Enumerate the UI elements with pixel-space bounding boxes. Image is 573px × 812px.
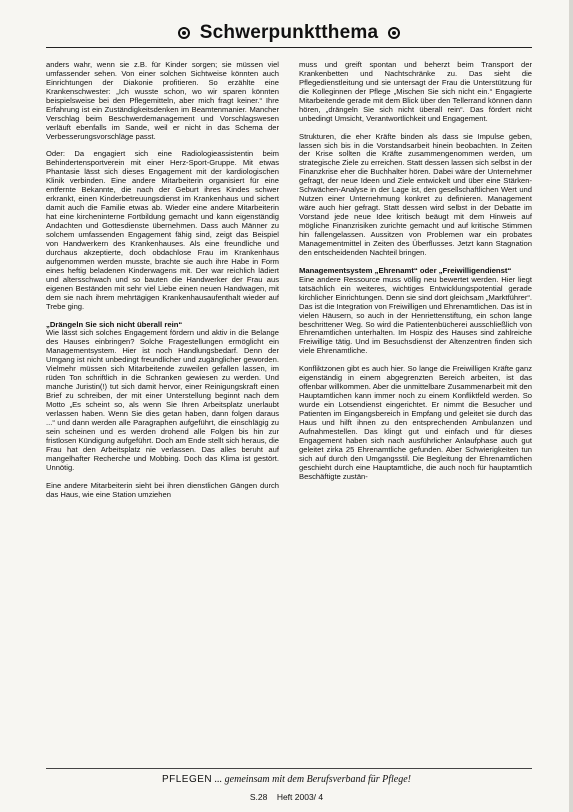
paragraph: muss und greift spontan und beherzt beim Transport der Krankenbetten und Nachtschränke zu. Das sieht die Pflegedienstleitung und sie untersagt der Frau die Unterstützung für die Kolleginnen der Pflege „Mischen Sie sich nicht ein.“ Engagierte Mitarbeitende gerade mit dem Blick über den Tellerrand können dann hören, „drängeln Sie sich nicht überall rein“. Das fördert nicht unbedingt Umsicht, Verantwortlichkeit und Engagement. (299, 61, 532, 123)
paragraph: Eine andere Ressource muss völlig neu bewertet werden. Hier liegt tatsächlich ein weiteres, wichtiges Entwicklungspotential gerade kirchlicher Einrichtungen. Denn sie sind dort gleichsam „Marktführer“. Das ist die Integration von Freiwilligen und Ehrenamtlichen. Das ist in vielen Häusern, so auch in der Henriettenstiftung, ein schon lange beschrittener Weg. So wird die Patientenbücherei ausschließlich von Ehrenamtlichen unterhalten. Im Hospiz des Hauses sind zahlreiche Freiwillige tätig. Und im Besuchsdienst der Altenzentren finden sich viele Ehrenamtliche. (299, 274, 532, 356)
header-divider (46, 47, 532, 48)
footer-slogan (0, 774, 573, 785)
bullseye-icon (178, 27, 190, 39)
paragraph: Strukturen, die eher Kräfte binden als dass sie Impulse geben, lassen sich bis in die Vorstandsarbeit hinein beobachten. In Zeiten der Krise sollten die Kräfte zusammengenommen werden, um strategische Ziele zu erreichen. Statt dessen lassen sich selbst in der Finanzkrise eher die Buchhalter hören. Dabei wäre der Unternehmer gefragt, der neue Ideen und Ziele entwickelt und über eine Stärken-Schwächen-Analyse in der Lage ist, den gesellschaftlichen Wert und Nutzen einer Unternehmung konkret zu definieren. Management wäre auch hier gefragt. Statt dessen wird selbst in der Debatte im Vorstand jede neue Idee kritisch beäugt mit dem Hinweis auf mögliche Finanzrisiken zurichte gemacht und auf kritische Stimmen hin fallengelassen. Aussitzen von Problemen war ein probates Managementmittel in Zeiten des Überflusses. Jetzt kann Stagnation den entscheidenden Nachteil bringen. (299, 131, 532, 257)
subheading: Managementsystem „Ehrenamt“ oder „Freiwilligendienst“ (299, 265, 512, 275)
paragraph: Eine andere Mitarbeiterin sieht bei ihren dienstlichen Gängen durch das Haus, wie eine Station umziehen (46, 480, 279, 499)
section-header (46, 20, 532, 46)
left-column (46, 61, 279, 761)
footer-divider (46, 768, 532, 769)
paragraph: Konfliktzonen gibt es auch hier. So lange die Freiwilligen Kräfte ganz eigenständig in einem abgegrenzten Bereich arbeiten, ist das offenbar willkommen. Aber die unmittelbare Zusammenarbeit mit den Hauptamtlichen kann immer noch zu einem Konfliktfeld werden. So wurde ein Lotsendienst eingerichtet. Er nimmt die Besucher und Patienten im Eingangsbereich in Empfang und geleitet sie durch das Haus und hilft ihnen zu den entsprechenden Ambulanzen und Aufnahmestellen. Das klingt gut und einfach und für dieses Engagement haben sich nach ausführlicher Anlaufphase auch gut geleitet zirka 25 Ehrenamtliche gefunden. Aber Schwierigkeiten tun sich auf durch den Umgangsstil. Die Begleitung der Ehrenamtlichen geschieht durch eine Hauptamtliche, die auch noch für hauptamtlich Beschäftigte zustän- (299, 364, 532, 481)
bullseye-icon (388, 27, 400, 39)
issue-number: Heft 2003/ 4 (276, 792, 324, 802)
paragraph: anders wahr, wenn sie z.B. für Kinder sorgen; sie müssen viel umfassender sehen. Von einer solchen Sichtweise könnten auch Einrichtungen der Diakonie profitieren. So erzählte eine Krankenschwester: „Ich wusste schon, wo wir sparen könnten beispielsweise bei den Pflegemitteln, aber mich fragt keiner.“ Ihre Erfahrung ist ein Zuständigkeitsdenken im Beamtenmanier. Mancher Verschlag beim Beschwerdemanagement und Vorschlagswesen verläuft ebenfalls im Sande, weil er nicht in das Schema der Verbesserungsvorschläge passt. (46, 61, 279, 141)
paragraph: Oder: Da engagiert sich eine Radiologieassistentin beim Behindertensportverein mit einer Herz-Sport-Gruppe. Mit etwas Phantasie lässt sich dieses Engagement mit der kardiologischen Klinik verbinden. Eine andere Mitarbeiterin organisiert für eine entfernte Bekannte, die nach der Geburt ihres Kindes schwer erkrankt, einen Kinderbetreuungsdienst im Krankenhaus und sichert damit auch die Familie etwas ab. Wieder eine andere Mitarbeiterin hat eine kircheninterne Fortbildung gemacht und kann eigenständig Andachten und Gottesdienste übernehmen. Dass auch Männer zu solchem umfassenden Engagement fähig sind, zeigt das Beispiel von Handwerkern des Krankenhauses. Als eine freundliche und durchaus akzeptierte, doch obdachlose Frau im Krankenhaus aufgenommen werden musste, brachte sie auch ihre Habe in Form eines heftig beladenen Kinderwagens mit. Der war reichlich lädiert und altersschwach und so bauten die Handwerker der Frau aus eigenen Beständen mit sehr viel Liebe einen neuen Handwagen, mit dem sie nach ihrem mehrtägigen Krankenhausaufenthalt wieder auf Trebe ging. (46, 149, 279, 311)
section-title: Schwerpunktthema (199, 22, 379, 43)
footer-slogan-text: ... gemeinsam mit dem Berufsverband für Pflege! (214, 774, 412, 785)
footer-brand: PFLEGEN (161, 774, 213, 785)
page-number: S.28 (249, 792, 268, 802)
right-column (299, 61, 532, 761)
subheading: „Drängeln Sie sich nicht überall rein“ (46, 319, 183, 329)
page-info (0, 792, 573, 802)
paragraph: Wie lässt sich solches Engagement fördern und aktiv in die Belange des Hauses einbringen? Solche Fragestellungen ermöglicht ein Managementsystem. Hier ist noch Handlungsbedarf. Denn der Umgang ist nicht unbedingt freundlicher und zugänglicher geworden. Vielmehr müssen sich Mitarbeitende zuweilen gefallen lassen, im rüden Ton schriftlich in die Schranken gewiesen zu werden. Und manche Juristin(!) tut sich damit hervor, einer Reinigungskraft einen Brief zu schreiben, der mit einer Unterstellung beginnt nach dem Motto „Es scheint so, als wenn Sie Ihren Arbeitsplatz unerlaubt verlassen haben. Wenn Sie dies getan haben, dann folgen daraus ...“ und dann werden alle Paragraphen aufgeführt, die einschlägig zu sein scheinen und es werden drohend alle Folgen bis hin zur fristlosen Kündigung aufgeführt. Doch am Ende stellt sich heraus, die Frau hat den Arbeitsplatz nie verlassen. Das alles beruht auf mangelhafter Recherche und Mobbing. Doch das Klima ist gestört. Unnötig. (46, 328, 279, 472)
scan-edge (569, 0, 573, 812)
